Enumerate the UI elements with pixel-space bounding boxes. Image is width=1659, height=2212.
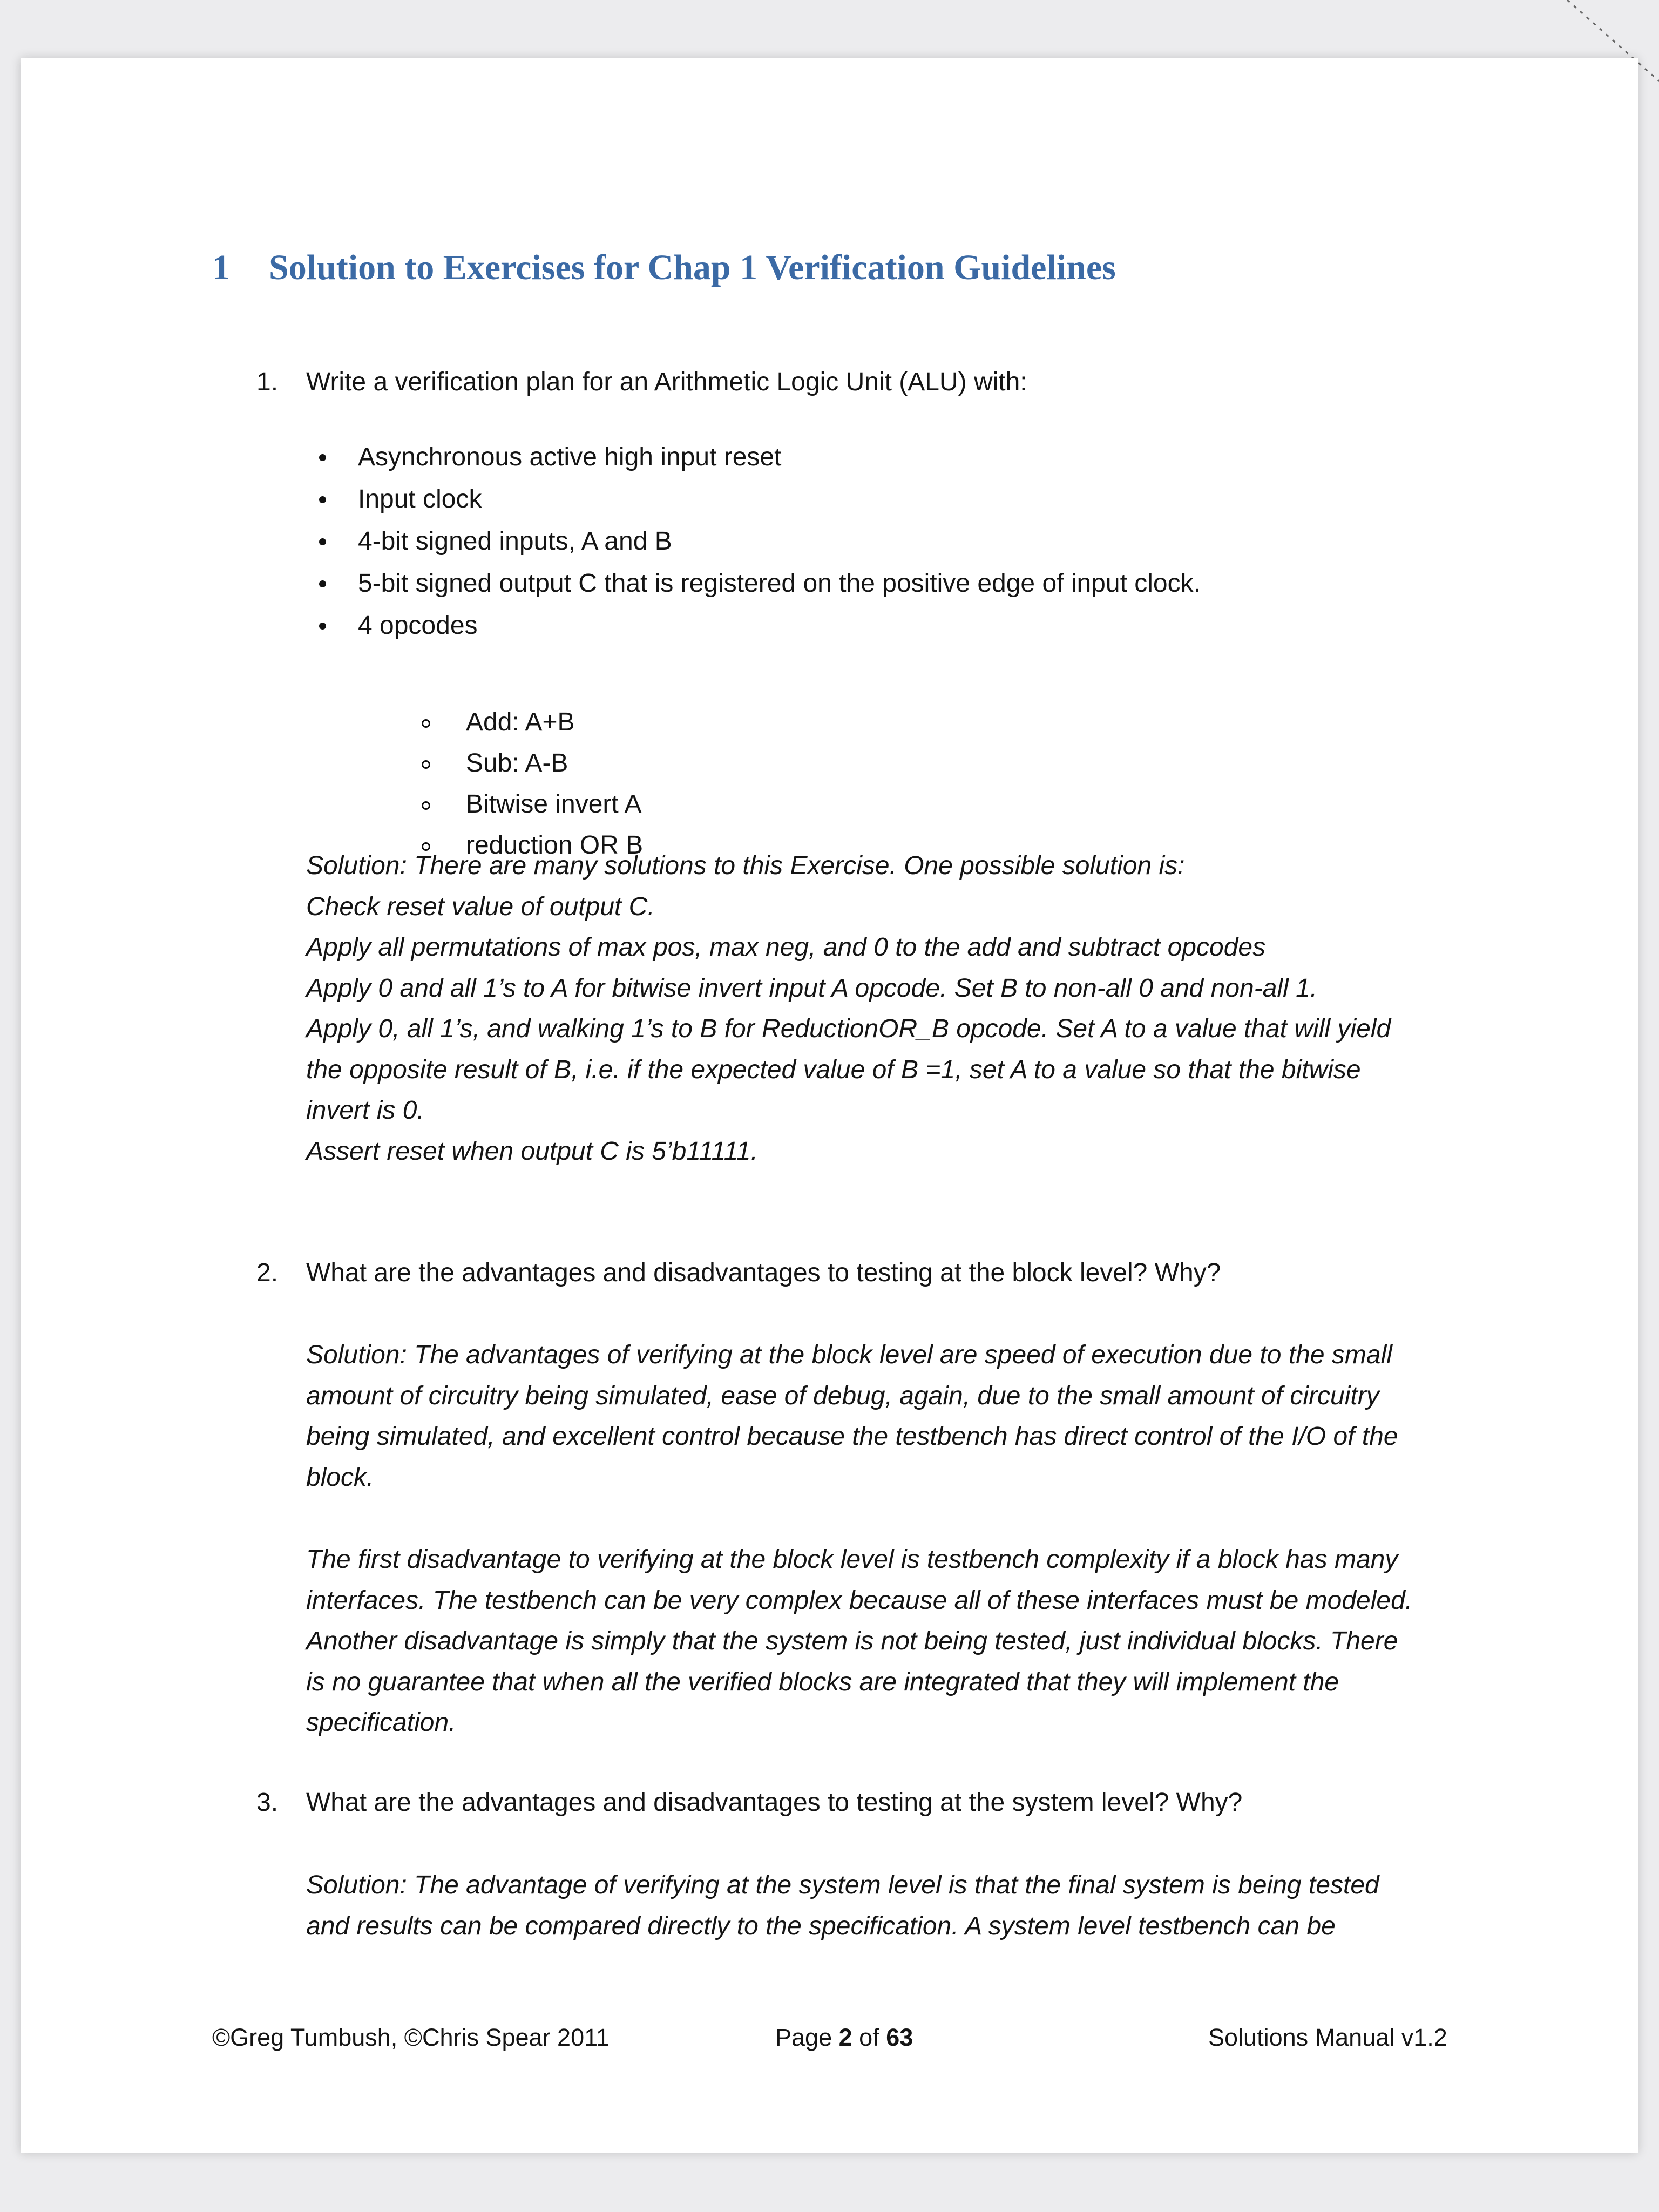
section-heading xyxy=(212,247,1116,288)
list-item: 5-bit signed output C that is registered on the positive edge of input clock. xyxy=(308,563,1201,605)
bullet-icon xyxy=(319,454,326,461)
total-pages: 63 xyxy=(886,2024,913,2051)
list-item: Add: A+B xyxy=(401,702,643,743)
question-text: What are the advantages and disadvantages to testing at the system level? Why? xyxy=(306,1788,1243,1817)
question-number: 3. xyxy=(256,1788,279,1817)
footer-copyright: ©Greg Tumbush, ©Chris Spear 2011 xyxy=(212,2024,610,2051)
question-number: 2. xyxy=(256,1259,279,1287)
question-text: Write a verification plan for an Arithmetic Logic Unit (ALU) with: xyxy=(306,368,1027,396)
q2-solution: Solution: The advantages of verifying at the block level are speed of execution due to the small amount of circuitry being simulated, ease of debug, again, due to the small amount of circuitry being simulated, and excellent control because the testbench has direct control of the I/O of the block. xyxy=(306,1341,1398,1492)
list-item: 4-bit signed inputs, A and B xyxy=(308,520,1201,563)
question-text: What are the advantages and disadvantages to testing at the block level? Why? xyxy=(306,1259,1221,1287)
opcode-list xyxy=(401,702,643,866)
q2-disadvantages: The first disadvantage to verifying at the block level is testbench complexity if a block has many interfaces. The testbench can be very complex because all of these interfaces must be modeled. Another disadvantage is simply that the system is not being tested, just individual blocks. There is no guarantee that when all the verified blocks are integrated that they will implement the specification. xyxy=(306,1545,1413,1737)
bullet-icon xyxy=(319,580,326,587)
q3-solution: Solution: The advantage of verifying at the system level is that the final system is being tested and results can be compared directly to the specification. A system level testbench can be xyxy=(306,1871,1379,1940)
list-item: Sub: A-B xyxy=(401,743,643,784)
list-item: Input clock xyxy=(308,478,1201,520)
q1-solution: Solution: There are many solutions to this Exercise. One possible solution is: Check reset value of output C. Apply all permutations of max pos, max neg, and 0 to the add and subtract opcodes Apply 0 and all 1’s to A for bitwise invert input A opcode. Set B to non-all 0 and non-all 1. Apply 0, all 1’s, and walking 1’s to B for ReductionOR_B opcode. Set A to a value that will yield the opposite result of B, i.e. if the expected value of B =1, set A to a value so that the bitwise invert is 0. Assert reset when output C is 5’b11111. xyxy=(306,851,1391,1166)
footer-version: Solutions Manual v1.2 xyxy=(1208,2024,1447,2051)
document-page xyxy=(21,58,1638,2153)
bullet-icon xyxy=(319,496,326,503)
section-number: 1 xyxy=(212,248,230,287)
list-item: 4 opcodes xyxy=(308,605,1201,647)
footer-page-number: Page 2 of 63 xyxy=(775,2024,913,2051)
hollow-bullet-icon xyxy=(422,801,430,810)
question-number: 1. xyxy=(256,368,279,396)
hollow-bullet-icon xyxy=(422,719,430,728)
hollow-bullet-icon xyxy=(422,760,430,769)
bullet-icon xyxy=(319,623,326,630)
alu-feature-list xyxy=(308,436,1201,647)
list-item: Asynchronous active high input reset xyxy=(308,436,1201,478)
list-item: Bitwise invert A xyxy=(401,784,643,825)
list-item: reduction OR B xyxy=(401,825,643,866)
section-title: Solution to Exercises for Chap 1 Verification Guidelines xyxy=(269,248,1116,287)
bullet-icon xyxy=(319,538,326,545)
current-page: 2 xyxy=(838,2024,852,2051)
